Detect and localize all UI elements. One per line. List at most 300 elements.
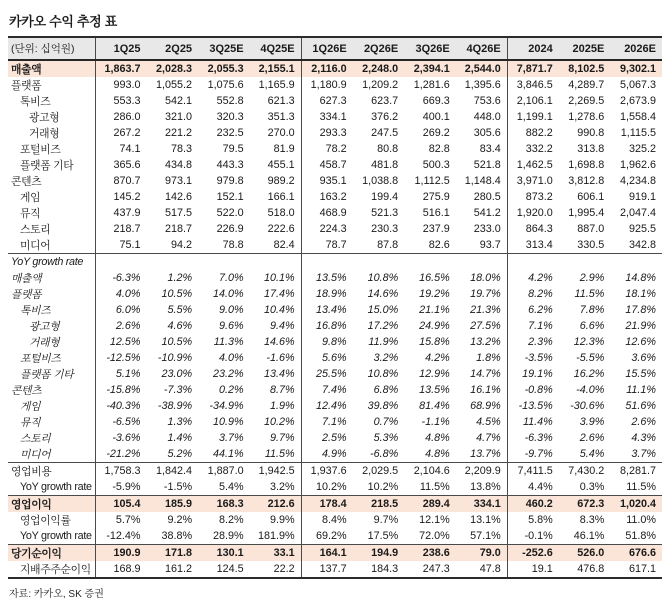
cell: 1,112.5 [414, 175, 450, 187]
unit-label: (단위: 십억원) [8, 38, 95, 60]
cell: 2,047.4 [619, 207, 656, 219]
row-label: 플랫폼 [11, 79, 42, 92]
cell [147, 254, 199, 271]
cell: 1,020.4 [610, 496, 662, 513]
cell: 979.8 [216, 175, 244, 187]
cell: 313.8 [577, 143, 605, 155]
cell: 212.6 [250, 496, 302, 513]
cell: 4.8% [425, 432, 450, 444]
cell: 269.2 [422, 127, 450, 139]
cell: 1.2% [167, 272, 193, 284]
cell: -1.6% [266, 352, 295, 364]
cell: 194.9 [353, 545, 405, 562]
cell: 882.2 [507, 125, 559, 141]
cell: 6.0% [95, 302, 147, 318]
column-header: 3Q25E [198, 38, 250, 60]
cell: 12.5% [95, 334, 147, 350]
cell: -13.5% [507, 398, 559, 414]
cell: 5.4% [218, 481, 244, 493]
cell: 4.9% [301, 446, 353, 463]
cell: 23.2% [212, 368, 244, 380]
column-header: 2Q26E [353, 38, 405, 60]
cell: 9.8% [301, 334, 353, 350]
cell: 57.1% [470, 530, 501, 542]
cell: 10.1% [264, 272, 295, 284]
cell: 521.3 [371, 207, 399, 219]
cell [301, 254, 353, 271]
cell: 39.8% [367, 400, 399, 412]
cell: 5.6% [301, 350, 353, 366]
cell: 3.2% [270, 481, 295, 493]
cell: -34.9% [209, 400, 244, 412]
cell: 332.2 [507, 141, 559, 157]
column-header: 2025E [559, 38, 611, 60]
cell: 2,106.1 [507, 93, 559, 109]
cell: 3,812.8 [568, 175, 605, 187]
cell: 27.5% [470, 320, 501, 332]
cell: 8,102.5 [559, 60, 611, 77]
cell [250, 254, 302, 271]
cell: 4,234.8 [619, 175, 656, 187]
cell: 935.1 [301, 173, 353, 189]
cell: 15.0% [367, 304, 399, 316]
cell: 21.3% [470, 304, 501, 316]
cell: 232.5 [216, 127, 244, 139]
cell: 267.2 [95, 125, 147, 141]
cell: 1.3% [167, 416, 193, 428]
cell: 325.2 [628, 143, 656, 155]
table-row [8, 350, 662, 366]
cell [198, 254, 250, 271]
cell [559, 254, 611, 271]
cell: 13.8% [470, 481, 501, 493]
row-label: 콘텐츠 [11, 384, 42, 397]
cell: 11.1% [626, 384, 656, 396]
cell: 10.2% [264, 416, 295, 428]
cell: 7.1% [301, 414, 353, 430]
cell: 163.2 [301, 189, 353, 205]
cell: 8.2% [507, 286, 559, 302]
cell: 9.0% [218, 304, 244, 316]
cell: 617.1 [628, 563, 656, 575]
cell: 13.5% [419, 384, 450, 396]
cell: 152.1 [216, 191, 244, 203]
cell: 2,116.0 [301, 60, 353, 77]
cell: 81.9 [273, 143, 295, 155]
cell: 993.0 [95, 77, 147, 93]
table-row [8, 479, 662, 496]
cell: 2,209.9 [456, 463, 508, 480]
row-label: 스토리 [20, 223, 51, 236]
cell: 1,942.5 [250, 463, 302, 480]
cell: 82.6 [428, 239, 450, 251]
cell: 9.2% [167, 514, 193, 526]
cell: 78.3 [171, 143, 193, 155]
cell: -7.3% [163, 384, 193, 396]
cell: 2.3% [507, 334, 559, 350]
cell: 18.9% [301, 286, 353, 302]
cell: 10.9% [212, 416, 244, 428]
cell: 3.7% [631, 448, 656, 460]
cell: -5.9% [95, 479, 147, 496]
cell: -0.1% [507, 528, 559, 545]
cell: 221.2 [165, 127, 193, 139]
cell: 500.3 [422, 159, 450, 171]
column-header: 2Q25 [147, 38, 199, 60]
cell: 19.1 [507, 561, 559, 578]
cell: 93.7 [479, 239, 501, 251]
cell: 11.0% [626, 514, 656, 526]
cell: 7.1% [507, 318, 559, 334]
cell: 8.4% [301, 512, 353, 528]
cell: 517.5 [165, 207, 193, 219]
cell: 11.3% [213, 336, 244, 348]
cell: 3.9% [579, 416, 605, 428]
cell: -1.5% [163, 481, 193, 493]
cell: 334.1 [456, 496, 508, 513]
cell: 11.5% [264, 448, 295, 460]
column-header: 1Q26E [301, 38, 353, 60]
table-row [8, 205, 662, 221]
cell: 19.1% [507, 366, 559, 382]
cell: 185.9 [147, 496, 199, 513]
cell: 2,155.1 [250, 60, 302, 77]
cell: 74.1 [95, 141, 147, 157]
cell: 17.8% [625, 304, 656, 316]
cell: 542.1 [165, 95, 193, 107]
cell: 2,055.3 [198, 60, 250, 77]
cell: 164.1 [301, 545, 353, 562]
row-label: 매출액 [11, 272, 42, 285]
row-label: 플랫폼 기타 [20, 159, 74, 172]
cell: 434.8 [165, 159, 193, 171]
cell: 1,395.6 [464, 79, 501, 91]
cell [404, 254, 456, 271]
cell: 1,462.5 [507, 157, 559, 173]
cell: 887.0 [577, 223, 605, 235]
row-label: 콘텐츠 [11, 175, 42, 188]
cell: 13.1% [470, 514, 501, 526]
row-label: 뮤직 [20, 207, 41, 220]
cell: 9.9% [270, 514, 295, 526]
column-header: 4Q26E [456, 38, 508, 60]
row-label: 플랫폼 기타 [20, 368, 74, 381]
cell: 2,544.0 [456, 60, 508, 77]
cell: 870.7 [95, 173, 147, 189]
cell: -21.2% [95, 446, 147, 463]
cell: 10.5% [161, 288, 193, 300]
cell: 3.7% [218, 432, 244, 444]
cell: 18.1% [625, 288, 656, 300]
cell: 4.3% [631, 432, 656, 444]
table-row [8, 173, 662, 189]
cell: 443.3 [216, 159, 244, 171]
cell: 21.9% [625, 320, 656, 332]
cell: 9,302.1 [610, 60, 662, 77]
cell: 25.5% [301, 366, 353, 382]
cell: 522.0 [216, 207, 244, 219]
cell: 4.4% [507, 479, 559, 496]
cell: 238.6 [404, 545, 456, 562]
cell: 448.0 [473, 111, 501, 123]
cell: 83.4 [479, 143, 501, 155]
cell: -6.3% [95, 270, 147, 286]
cell: 321.0 [165, 111, 193, 123]
table-row [8, 189, 662, 205]
cell: 320.3 [216, 111, 244, 123]
cell: 16.8% [301, 318, 353, 334]
cell: 286.0 [95, 109, 147, 125]
cell: 17.2% [367, 320, 399, 332]
cell: 4.0% [218, 352, 244, 364]
cell: 270.0 [267, 127, 295, 139]
cell: -252.6 [507, 545, 559, 562]
cell: 552.8 [216, 95, 244, 107]
cell: 10.8% [367, 368, 399, 380]
cell: 2.5% [301, 430, 353, 446]
row-label: 광고형 [29, 320, 60, 333]
table-row [8, 286, 662, 302]
cell: 4.6% [167, 320, 193, 332]
cell: 44.1% [212, 448, 244, 460]
cell: -9.7% [507, 446, 559, 463]
cell: -6.8% [369, 448, 399, 460]
cell: 1,199.1 [507, 109, 559, 125]
cell: -6.3% [507, 430, 559, 446]
cell: 5.1% [95, 366, 147, 382]
cell: 3.2% [373, 352, 399, 364]
cell: 19.2% [419, 288, 450, 300]
cell: 75.1 [95, 237, 147, 254]
cell: 1,758.3 [95, 463, 147, 480]
cell: 16.5% [419, 272, 450, 284]
cell: 2.6% [579, 432, 605, 444]
cell [610, 254, 662, 271]
cell: 33.1 [250, 545, 302, 562]
cell: 553.3 [95, 93, 147, 109]
row-label: 영업이익 [8, 496, 95, 513]
cell: 460.2 [507, 496, 559, 513]
cell: -10.9% [157, 352, 193, 364]
cell: 8.2% [218, 514, 244, 526]
cell: 226.9 [216, 223, 244, 235]
cell: 4.0% [95, 286, 147, 302]
cell: 16.2% [573, 368, 605, 380]
table-row [8, 430, 662, 446]
row-label: YoY growth rate [20, 530, 92, 542]
cell: 476.8 [577, 563, 605, 575]
cell: 289.4 [404, 496, 456, 513]
column-header: 4Q25E [250, 38, 302, 60]
cell: 2.9% [579, 272, 605, 284]
cell: 2,673.9 [619, 95, 656, 107]
cell: 0.7% [373, 416, 399, 428]
cell: 81.4% [419, 400, 450, 412]
cell: 82.4 [273, 239, 295, 251]
cell: 6.8% [373, 384, 399, 396]
row-label: YoY growth rate [20, 481, 92, 493]
source-note: 자료: 카카오, SK 증권 [9, 589, 104, 600]
column-header: 2026E [610, 38, 662, 60]
cell: 14.8% [625, 272, 656, 284]
row-label: 게임 [20, 400, 41, 413]
table-row [8, 528, 662, 545]
cell: 78.8 [222, 239, 244, 251]
cell: 218.7 [95, 221, 147, 237]
cell: 1,698.8 [568, 159, 605, 171]
cell: -15.8% [95, 382, 147, 398]
cell: -30.6% [570, 400, 605, 412]
row-label: 톡비즈 [20, 95, 51, 108]
cell: 1,180.9 [301, 77, 353, 93]
cell: 753.6 [473, 95, 501, 107]
row-label: 당기순이익 [8, 545, 95, 562]
table-row [8, 221, 662, 237]
table-row [8, 561, 662, 578]
cell: 0.3% [579, 481, 605, 493]
cell: 526.0 [559, 545, 611, 562]
cell: 13.4% [264, 368, 295, 380]
table-row [8, 254, 662, 271]
cell: 87.8 [377, 239, 399, 251]
cell: 1,055.2 [156, 79, 193, 91]
cell: 14.7% [470, 368, 501, 380]
cell: 12.1% [419, 514, 450, 526]
cell: 990.8 [577, 127, 605, 139]
cell: 13.5% [301, 270, 353, 286]
cell: 672.3 [559, 496, 611, 513]
cell: 247.5 [371, 127, 399, 139]
cell: 4.2% [425, 352, 450, 364]
table-row [8, 512, 662, 528]
cell: 8.7% [270, 384, 295, 396]
table-row [8, 109, 662, 125]
cell: 10.4% [264, 304, 295, 316]
cell: 5.7% [95, 512, 147, 528]
cell: 481.8 [371, 159, 399, 171]
cell: 47.8 [479, 563, 501, 575]
cell: -6.5% [95, 414, 147, 430]
cell: -5.5% [576, 352, 605, 364]
cell: -38.9% [157, 400, 193, 412]
cell: 2,394.1 [404, 60, 456, 77]
cell: 15.8% [419, 336, 450, 348]
cell: 1,115.5 [620, 127, 656, 139]
cell: -0.8% [507, 382, 559, 398]
cell: 142.6 [165, 191, 193, 203]
cell: 1,558.4 [619, 111, 656, 123]
cell: 94.2 [171, 239, 193, 251]
cell: 10.5% [161, 336, 193, 348]
cell: 521.8 [473, 159, 501, 171]
cell: 46.1% [573, 530, 605, 542]
row-label: 스토리 [20, 432, 51, 445]
row-label: 포털비즈 [20, 143, 61, 156]
table-row [8, 157, 662, 173]
cell: 124.5 [216, 563, 244, 575]
cell: 676.6 [610, 545, 662, 562]
cell: 330.5 [577, 239, 605, 251]
cell: 1,995.4 [568, 207, 605, 219]
table-row [8, 318, 662, 334]
cell: 38.8% [161, 530, 193, 542]
table-row [8, 414, 662, 430]
row-label: 톡비즈 [20, 304, 51, 317]
row-label: 미디어 [20, 239, 51, 252]
cell: 130.1 [198, 545, 250, 562]
cell [456, 254, 508, 271]
cell: 518.0 [267, 207, 295, 219]
cell: 3.6% [631, 352, 656, 364]
table-row [8, 446, 662, 463]
cell: 3,971.0 [507, 173, 559, 189]
cell: 14.0% [212, 288, 244, 300]
cell: 275.9 [422, 191, 450, 203]
cell: 606.1 [577, 191, 605, 203]
cell: 1,038.8 [362, 175, 399, 187]
cell: 1,075.6 [207, 79, 244, 91]
table-row [8, 237, 662, 254]
cell: 24.9% [419, 320, 450, 332]
cell: 7.8% [579, 304, 605, 316]
cell: -4.0% [576, 384, 605, 396]
cell: 1,962.6 [619, 159, 656, 171]
table-title: 카카오 수익 추정 표 [8, 4, 662, 38]
cell: 230.3 [371, 223, 399, 235]
row-label: 광고형 [29, 111, 60, 124]
cell: -12.5% [95, 350, 147, 366]
cell: 17.5% [367, 530, 399, 542]
cell: 11.4% [507, 414, 559, 430]
cell: 12.9% [419, 368, 450, 380]
cell: 3,846.5 [507, 77, 559, 93]
cell: 1.4% [167, 432, 193, 444]
cell: 516.1 [422, 207, 450, 219]
cell: 6.6% [579, 320, 605, 332]
cell: 342.8 [628, 239, 656, 251]
cell: 79.5 [222, 143, 244, 155]
cell: 334.1 [301, 109, 353, 125]
cell: -3.6% [95, 430, 147, 446]
cell: 2.6% [631, 416, 656, 428]
estimate-table [8, 38, 662, 579]
cell: 13.2% [470, 336, 501, 348]
cell: 293.3 [301, 125, 353, 141]
cell: 233.0 [473, 223, 501, 235]
cell: 190.9 [95, 545, 147, 562]
row-label: 미디어 [20, 448, 51, 461]
cell: 10.2% [301, 479, 353, 496]
cell: 5.8% [507, 512, 559, 528]
cell: 919.1 [628, 191, 656, 203]
cell: 68.9% [470, 400, 501, 412]
cell: 1,148.4 [464, 175, 501, 187]
cell: -12.4% [95, 528, 147, 545]
cell: 9.4% [270, 320, 295, 332]
cell: 10.2% [367, 481, 399, 493]
cell: 166.1 [267, 191, 295, 203]
cell: 8.3% [579, 514, 605, 526]
cell: 627.3 [301, 93, 353, 109]
cell: 400.1 [422, 111, 450, 123]
cell: 12.4% [301, 398, 353, 414]
table-row [8, 366, 662, 382]
row-label: 플랫폼 [11, 288, 42, 301]
cell: 7,871.7 [507, 60, 559, 77]
cell: 247.3 [422, 563, 450, 575]
cell: 15.5% [625, 368, 656, 380]
table-row [8, 398, 662, 414]
